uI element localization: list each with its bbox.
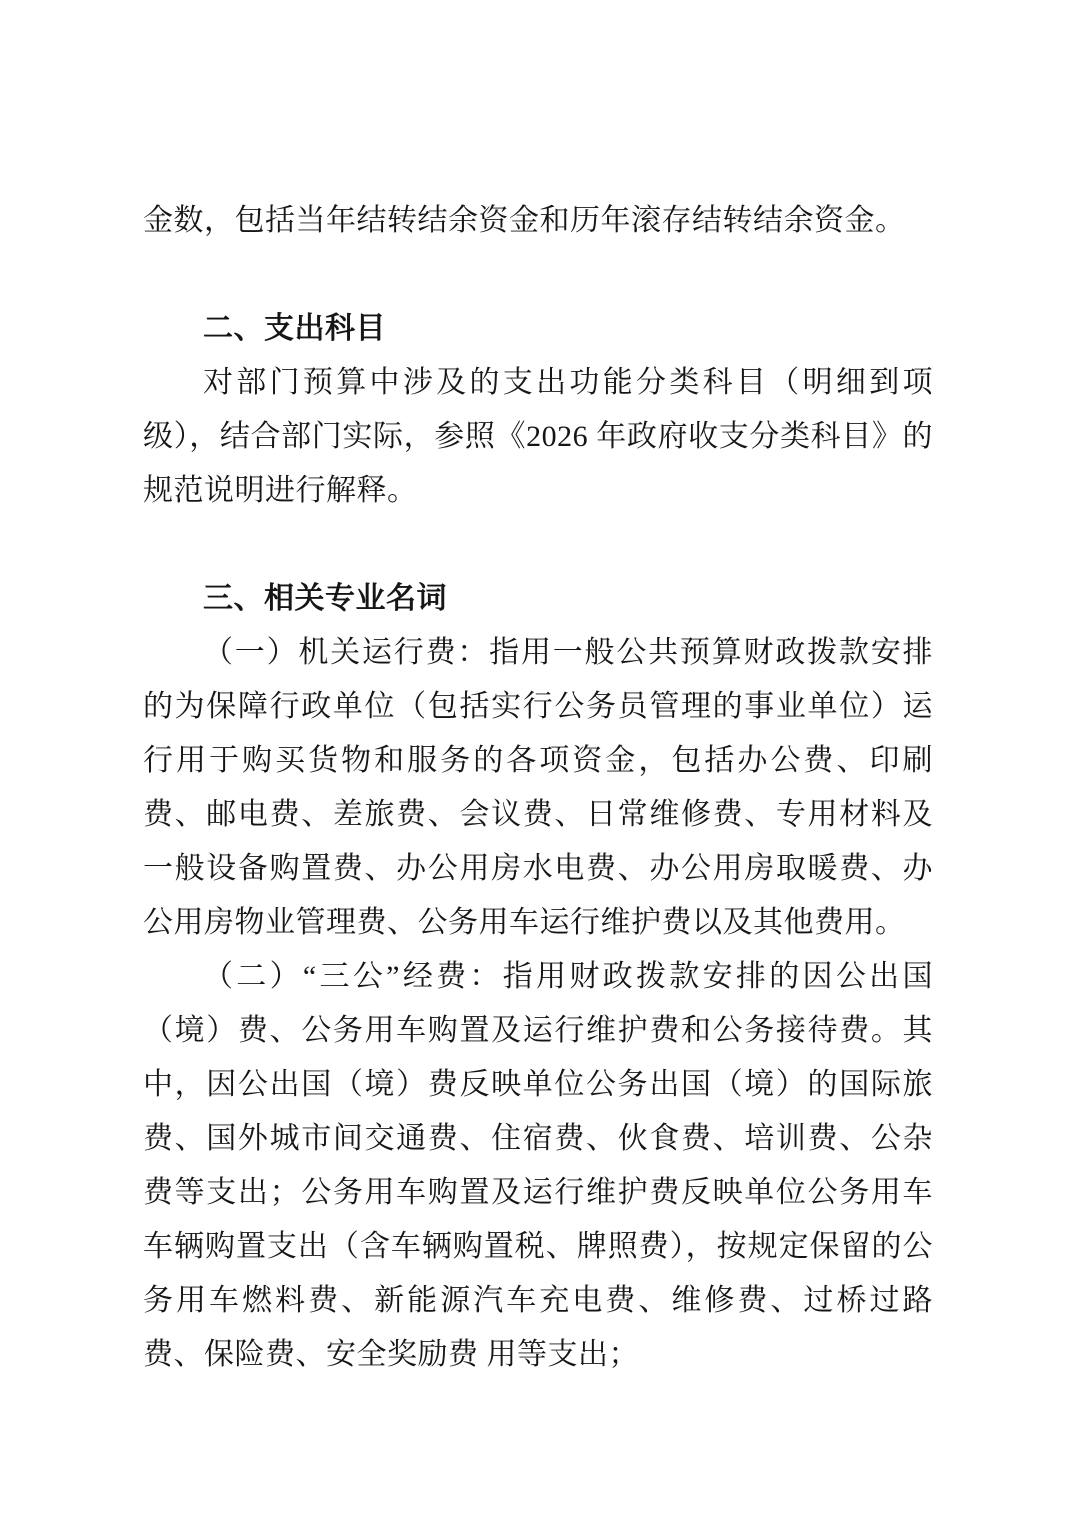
continuation-paragraph: 金数，包括当年结转结余资金和历年滚存结转结余资金。 [143,204,906,237]
body-paragraph: 对部门预算中涉及的支出功能分类科目（明细到项级），结合部门实际，参照《2026 年政府收支分类科目》的规范说明进行解释。 [143,366,933,507]
body-paragraph: （一）机关运行费：指用一般公共预算财政拨款安排的为保障行政单位（包括实行公务员管理的事业单位）运行用于购买货物和服务的各项资金，包括办公费、印刷费、邮电费、差旅费、会议费、日常维修费、专用材料及一般设备购置费、办公用房水电费、办公用房取暖费、办公用房物业管理费、公务用车运行维护费以及其他费用。 [143,636,933,939]
body-paragraph: （二）“三公”经费：指用财政拨款安排的因公出国（境）费、公务用车购置及运行维护费和公务接待费。其中，因公出国（境）费反映单位公务出国（境）的国际旅费、国外城市间交通费、住宿费、伙食费、培训费、公杂费等支出；公务用车购置及运行维护费反映单位公务用车车辆购置支出（含车辆购置税、牌照费），按规定保留的公务用车燃料费、新能源汽车充电费、维修费、过桥过路费、保险费、安全奖励费 用等支出； [143,960,933,1371]
section-heading: 二、支出科目 [203,312,386,345]
section-heading: 三、相关专业名词 [203,582,447,615]
document-body [143,194,933,1382]
